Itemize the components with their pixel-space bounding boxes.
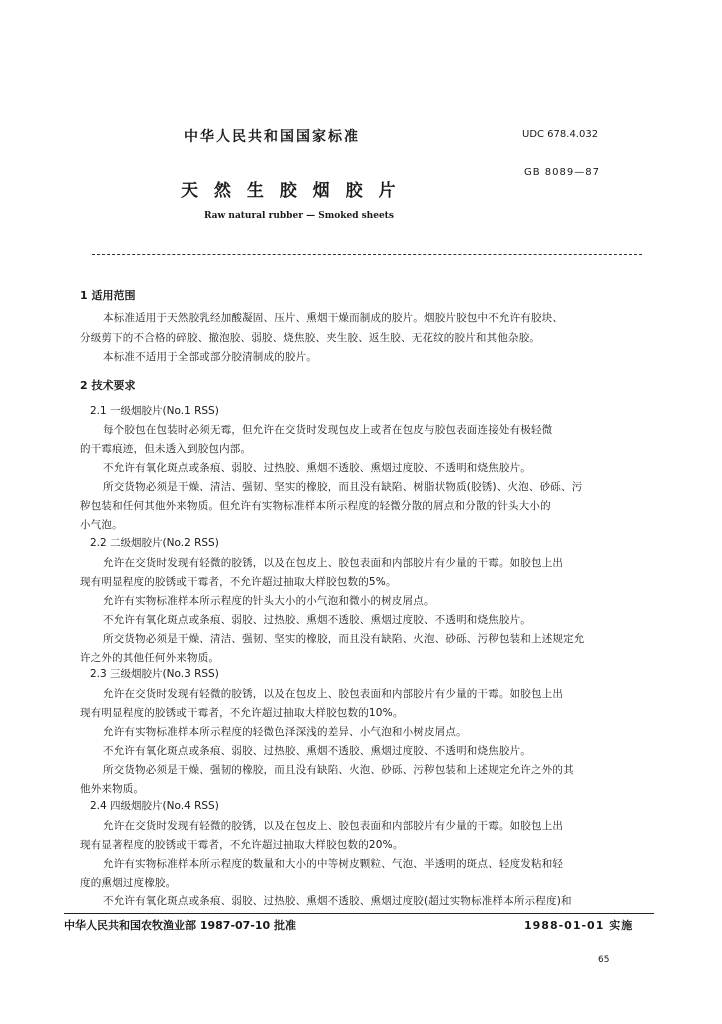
paragraph-line: 不允许有氧化斑点或条痕、弱胶、过热胶、熏烟不透胶、熏烟过度胶、不透明和烧焦胶片。: [103, 462, 531, 474]
subsection-2-3-heading: 2.3 三级烟胶片(No.3 RSS): [90, 668, 219, 680]
standard-title-cn: 天 然 生 胶 烟 胶 片: [181, 181, 401, 201]
paragraph-line: 现有显著程度的胶锈或干霉者，不允许超过抽取大样胶包数的20%。: [80, 839, 404, 851]
paragraph-line: 所交货物必须是干燥、强韧的橡胶，而且没有缺陷、火泡、砂砾、污秽包装和上述规定允许之外的其: [103, 764, 574, 776]
paragraph-line: 现有明显程度的胶锈或干霉者，不允许超过抽取大样胶包数的5%。: [80, 576, 397, 588]
section-2-heading: 2 技术要求: [80, 379, 136, 392]
paragraph-line: 度的熏烟过度橡胶。: [80, 877, 177, 889]
paragraph-line: 秽包装和任何其他外来物质。但允许有实物标准样本所示程度的轻微分散的屑点和分散的针头大小的: [80, 500, 551, 512]
subsection-2-1-heading: 2.1 一级烟胶片(No.1 RSS): [90, 405, 219, 417]
paragraph-line: 的干霉痕迹，但未透入到胶包内部。: [80, 443, 252, 455]
header-divider: [92, 254, 642, 255]
paragraph-line: 许之外的其他任何外来物质。: [80, 652, 220, 664]
approval-statement: 中华人民共和国农牧渔业部 1987-07-10 批准: [64, 919, 297, 932]
issuing-authority-title: 中华人民共和国国家标准: [184, 129, 360, 145]
paragraph-line: 所交货物必须是干燥、清洁、强韧、坚实的橡胶，而且没有缺陷、火泡、砂砾、污秽包装和上述规定允: [103, 633, 585, 645]
paragraph-line: 小气泡。: [80, 519, 123, 531]
paragraph-line: 本标准适用于天然胶乳经加酸凝固、压片、熏烟干燥而制成的胶片。烟胶片胶包中不允许有胶块、: [103, 312, 564, 324]
effective-date: 1988-01-01 实施: [524, 919, 634, 932]
paragraph-line: 所交货物必须是干燥、清洁、强韧、坚实的橡胶，而且没有缺陷、树脂状物质(胶锈)、火泡、砂砾、污: [103, 481, 583, 493]
paragraph-line: 允许在交货时发现有轻微的胶锈，以及在包皮上、胶包表面和内部胶片有少量的干霉。如胶包上出: [103, 557, 564, 569]
paragraph-line: 分级剪下的不合格的碎胶、撤泡胶、弱胶、烧焦胶、夹生胶、返生胶、无花纹的胶片和其他杂胶。: [80, 332, 541, 344]
paragraph-line: 允许有实物标准样本所示程度的针头大小的小气泡和微小的树皮屑点。: [103, 595, 435, 607]
paragraph-line: 不允许有氧化斑点或条痕、弱胶、过热胶、熏烟不透胶、熏烟过度胶、不透明和烧焦胶片。: [103, 614, 531, 626]
paragraph-line: 他外来物质。: [80, 783, 145, 795]
paragraph-line: 每个胶包在包装时必须无霉，但允许在交货时发现包皮上或者在包皮与胶包表面连接处有极轻微: [103, 424, 553, 436]
subsection-2-2-heading: 2.2 二级烟胶片(No.2 RSS): [90, 537, 219, 549]
paragraph-line: 不允许有氧化斑点或条痕、弱胶、过热胶、熏烟不透胶、熏烟过度胶(超过实物标准样本所示程度)和: [103, 895, 572, 907]
subsection-2-4-heading: 2.4 四级烟胶片(No.4 RSS): [90, 800, 219, 812]
gb-number: GB 8089—87: [524, 167, 600, 178]
paragraph-line: 不允许有氧化斑点或条痕、弱胶、过热胶、熏烟不透胶、熏烟过度胶、不透明和烧焦胶片。: [103, 745, 531, 757]
udc-code: UDC 678.4.032: [522, 129, 599, 140]
section-1-heading: 1 适用范围: [80, 289, 136, 302]
paragraph-line: 允许在交货时发现有轻微的胶锈，以及在包皮上、胶包表面和内部胶片有少量的干霉。如胶包上出: [103, 688, 564, 700]
footer-divider: [64, 913, 654, 914]
page-number: 65: [598, 955, 610, 965]
paragraph-line: 允许有实物标准样本所示程度的轻微色泽深浅的差异、小气泡和小树皮屑点。: [103, 726, 467, 738]
paragraph-line: 允许有实物标准样本所示程度的数量和大小的中等树皮颗粒、气泡、半透明的斑点、轻度发粘和轻: [103, 858, 564, 870]
standard-title-en: Raw natural rubber — Smoked sheets: [204, 211, 394, 221]
paragraph-line: 现有明显程度的胶锈或干霉者，不允许超过抽取大样胶包数的10%。: [80, 707, 404, 719]
paragraph-line: 允许在交货时发现有轻微的胶锈，以及在包皮上、胶包表面和内部胶片有少量的干霉。如胶包上出: [103, 820, 564, 832]
paragraph-line: 本标准不适用于全部或部分胶清制成的胶片。: [103, 351, 317, 363]
